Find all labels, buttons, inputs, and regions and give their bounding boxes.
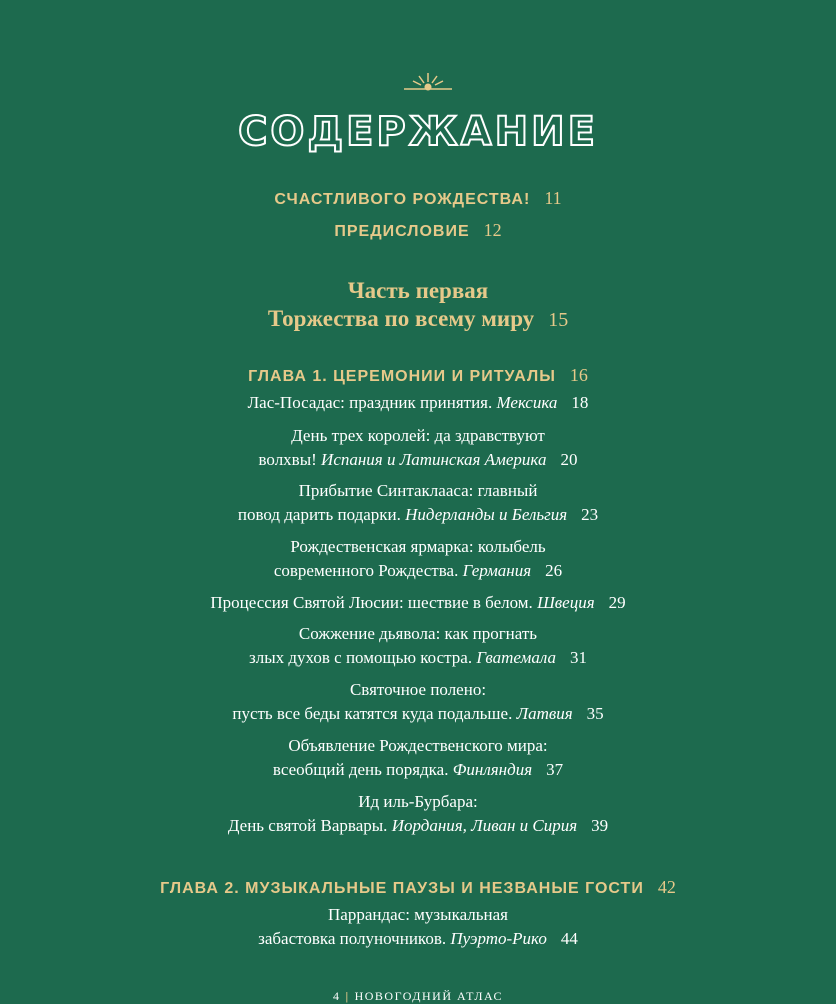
entry-country: Германия xyxy=(462,561,532,580)
entry-country: Гватемала xyxy=(476,648,556,667)
toc-item-label: ПРЕДИСЛОВИЕ xyxy=(334,223,470,240)
toc-entry[interactable]: пусть все беды катятся куда подальше. Латвия 35 xyxy=(232,704,604,723)
toc-entry-line1: Паррандас: музыкальная xyxy=(328,905,508,924)
toc-entry[interactable]: повод дарить подарки. Нидерланды и Бельгия 23 xyxy=(237,505,599,524)
entry-page: 44 xyxy=(560,929,578,948)
entry-page: 23 xyxy=(581,505,599,524)
entry-country: Швеция xyxy=(537,593,595,612)
part-title[interactable] xyxy=(0,305,836,334)
toc-entry-line1: День трех королей: да здравствуют xyxy=(291,426,545,445)
page-title: СОДЕРЖАНИЕ xyxy=(238,109,598,155)
toc-entry[interactable]: День святой Варвары. Иордания, Ливан и Сирия 39 xyxy=(227,816,609,835)
toc-entry[interactable]: всеобщий день порядка. Финляндия 37 xyxy=(272,760,564,779)
entry-country: Испания и Латинская Америка xyxy=(321,450,547,469)
page-footer xyxy=(0,988,836,1004)
toc-entry-line1: Ид иль-Бурбара: xyxy=(358,792,478,811)
toc-item-page: 12 xyxy=(483,220,502,240)
toc-entry-line1: Объявление Рождественского мира: xyxy=(288,736,548,755)
entry-country: Финляндия xyxy=(452,760,533,779)
part-heading: Часть первая xyxy=(347,278,489,303)
entry-country: Мексика xyxy=(496,393,558,412)
toc-entry[interactable]: злых духов с помощью костра. Гватемала 31 xyxy=(249,648,587,667)
footer-separator: | xyxy=(345,989,350,1003)
entry-page: 18 xyxy=(571,393,589,412)
toc-entry[interactable]: Процессия Святой Люсии: шествие в белом. Швеция 29 xyxy=(210,593,626,612)
part-page: 15 xyxy=(548,309,569,331)
toc-entry[interactable]: забастовка полуночников. Пуэрто-Рико 44 xyxy=(258,929,578,948)
part-title-text: Торжества по всему миру xyxy=(267,306,535,331)
chapter-page: 16 xyxy=(569,365,588,385)
toc-entry-line1: Святочное полено: xyxy=(349,680,487,699)
entry-page: 31 xyxy=(569,648,587,667)
sunburst-ornament-icon xyxy=(0,70,836,94)
chapter-1-heading[interactable] xyxy=(0,364,836,388)
chapter-label: ГЛАВА 2. МУЗЫКАЛЬНЫЕ ПАУЗЫ И НЕЗВАНЫЕ ГОСТИ xyxy=(160,880,644,897)
toc-entry[interactable]: волхвы! Испания и Латинская Америка 20 xyxy=(258,450,578,469)
toc-item-page: 11 xyxy=(544,188,562,208)
entry-page: 39 xyxy=(591,816,609,835)
chapter-label: ГЛАВА 1. ЦЕРЕМОНИИ И РИТУАЛЫ xyxy=(248,368,556,385)
toc-entry-line1: Прибытие Синтаклааса: главный xyxy=(298,481,538,500)
toc-entry[interactable]: современного Рождества. Германия 26 xyxy=(273,561,563,580)
entry-country: Иордания, Ливан и Сирия xyxy=(391,816,578,835)
chapter-2-heading[interactable] xyxy=(0,876,836,900)
entry-country: Пуэрто-Рико xyxy=(450,929,547,948)
toc-entry-line1: Рождественская ярмарка: колыбель xyxy=(290,537,546,556)
entry-country: Нидерланды и Бельгия xyxy=(405,505,568,524)
entry-page: 37 xyxy=(546,760,564,779)
footer-book-title: НОВОГОДНИЙ АТЛАС xyxy=(354,989,504,1003)
entry-page: 35 xyxy=(586,704,604,723)
toc-item-preface[interactable] xyxy=(0,219,836,243)
toc-item-merry-christmas[interactable] xyxy=(0,187,836,211)
entry-page: 29 xyxy=(608,593,626,612)
entry-page: 26 xyxy=(545,561,563,580)
chapter-page: 42 xyxy=(657,877,676,897)
entry-page: 20 xyxy=(560,450,578,469)
toc-entry[interactable]: Лас-Посадас: праздник принятия. Мексика 18 xyxy=(247,393,589,412)
toc-item-label: СЧАСТЛИВОГО РОЖДЕСТВА! xyxy=(274,191,531,208)
footer-page-number: 4 xyxy=(332,989,341,1003)
toc-entry-line1: Сожжение дьявола: как прогнать xyxy=(298,624,538,643)
entry-country: Латвия xyxy=(516,704,573,723)
